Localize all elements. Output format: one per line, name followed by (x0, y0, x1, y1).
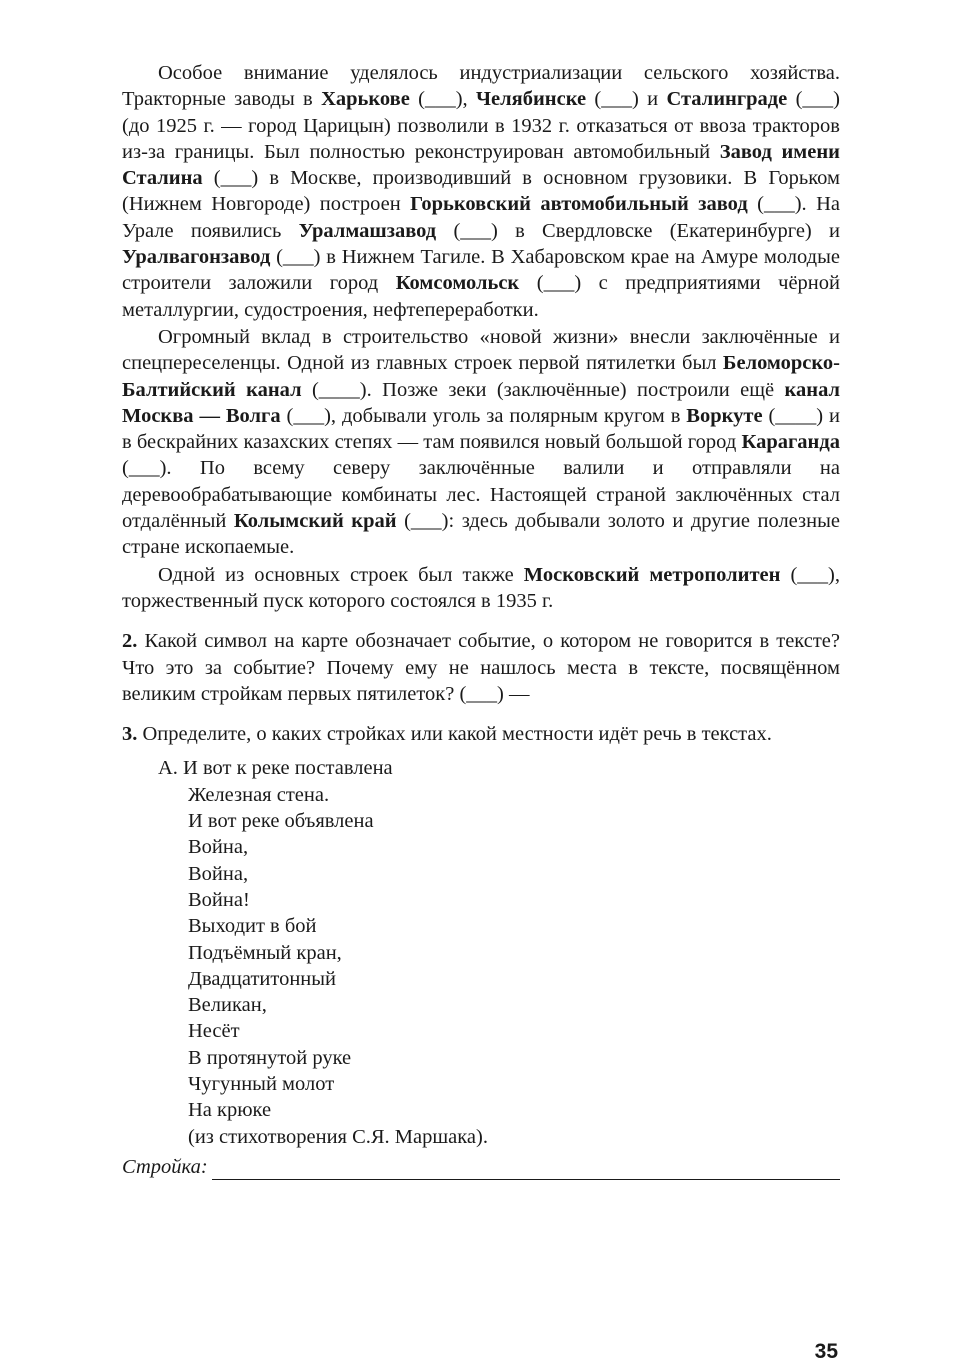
poem-line: Великан, (188, 994, 267, 1017)
paragraph-metro: Одной из основных строек был также Московский метрополитен (___), торжественный пуск которого состоялся в 1935 г. (122, 563, 840, 612)
text-column (122, 60, 840, 1180)
poem-line: Война, (188, 836, 249, 859)
poem (158, 755, 840, 1149)
question-number: 3. (122, 723, 138, 746)
poem-line: Железная стена. (188, 783, 330, 806)
poem-line: В протянутой руке (188, 1046, 352, 1069)
question-2: 2. Какой символ на карте обозначает событие, о котором не говорится в тексте? Что это за событие? Почему ему не нашлось места в тексте, посвящённом великим стройкам первых пятилеток? (___) — (122, 630, 840, 705)
question-3: 3. Определите, о каких стройках или какой местности идёт речь в текстах. (122, 723, 772, 746)
poem-line: Чугунный молот (188, 1072, 335, 1095)
poem-line: Двадцатитонный (188, 967, 337, 990)
page-number: 35 (814, 1340, 838, 1363)
poem-line: Выходит в бой (188, 915, 317, 938)
paragraph-prisoners: Огромный вклад в строительство «новой жизни» внесли заключённые и спецпереселенцы. Одной из главных строек первой пятилетки был Беломорско-Балтийский канал (____). Позже зеки (заключённые) построили ещё канал Москва — Волга (___), добывали уголь за полярным кругом в Воркуте (____) и в бескрайних казахских степях — там появился новый большой город Караганда (___). По всему северу заключённые валили и отправляли на деревообрабатывающие комбинаты лес. Настоящей страной заключённых стал отдалённый Колымский край (___): здесь добывали золото и другие полезные стране ископаемые. (122, 325, 840, 559)
answer-field[interactable] (122, 1154, 840, 1180)
answer-label: Стройка: (122, 1155, 208, 1178)
paragraph-industrialization: Особое внимание уделялось индустриализации сельского хозяйства. Тракторные заводы в Харькове (___), Челябинске (___) и Сталинграде (___) (до 1925 г. — город Царицын) позволили в 1932 г. отказаться от ввоза тракторов из-за границы. Был полностью реконструирован автомобильный Завод имени Сталина (___) в Москве, производивший в основном грузовики. В Горьком (Нижнем Новгороде) построен Горьковский автомобильный завод (___). На Урале появились Уралмашзавод (___) в Свердловске (Екатеринбурге) и Уралвагонзавод (___) в Нижнем Тагиле. В Хабаровском крае на Амуре молодые строители заложили город Комсомольск (___) с предприятиями чёрной металлургии, судостроения, нефтепереработки. (122, 62, 841, 321)
question-number: 2. (122, 630, 138, 653)
answer-line[interactable] (212, 1159, 840, 1180)
poem-line: И вот реке объявлена (188, 810, 374, 833)
poem-attribution: (из стихотворения С.Я. Маршака). (188, 1125, 488, 1148)
poem-line: А. И вот к реке поставлена (158, 757, 393, 780)
poem-line: Война, (188, 862, 249, 885)
poem-line: На крюке (188, 1099, 272, 1122)
poem-line: Подъёмный кран, (188, 941, 342, 964)
poem-line: Несёт (188, 1020, 240, 1043)
poem-line: Война! (188, 888, 250, 911)
